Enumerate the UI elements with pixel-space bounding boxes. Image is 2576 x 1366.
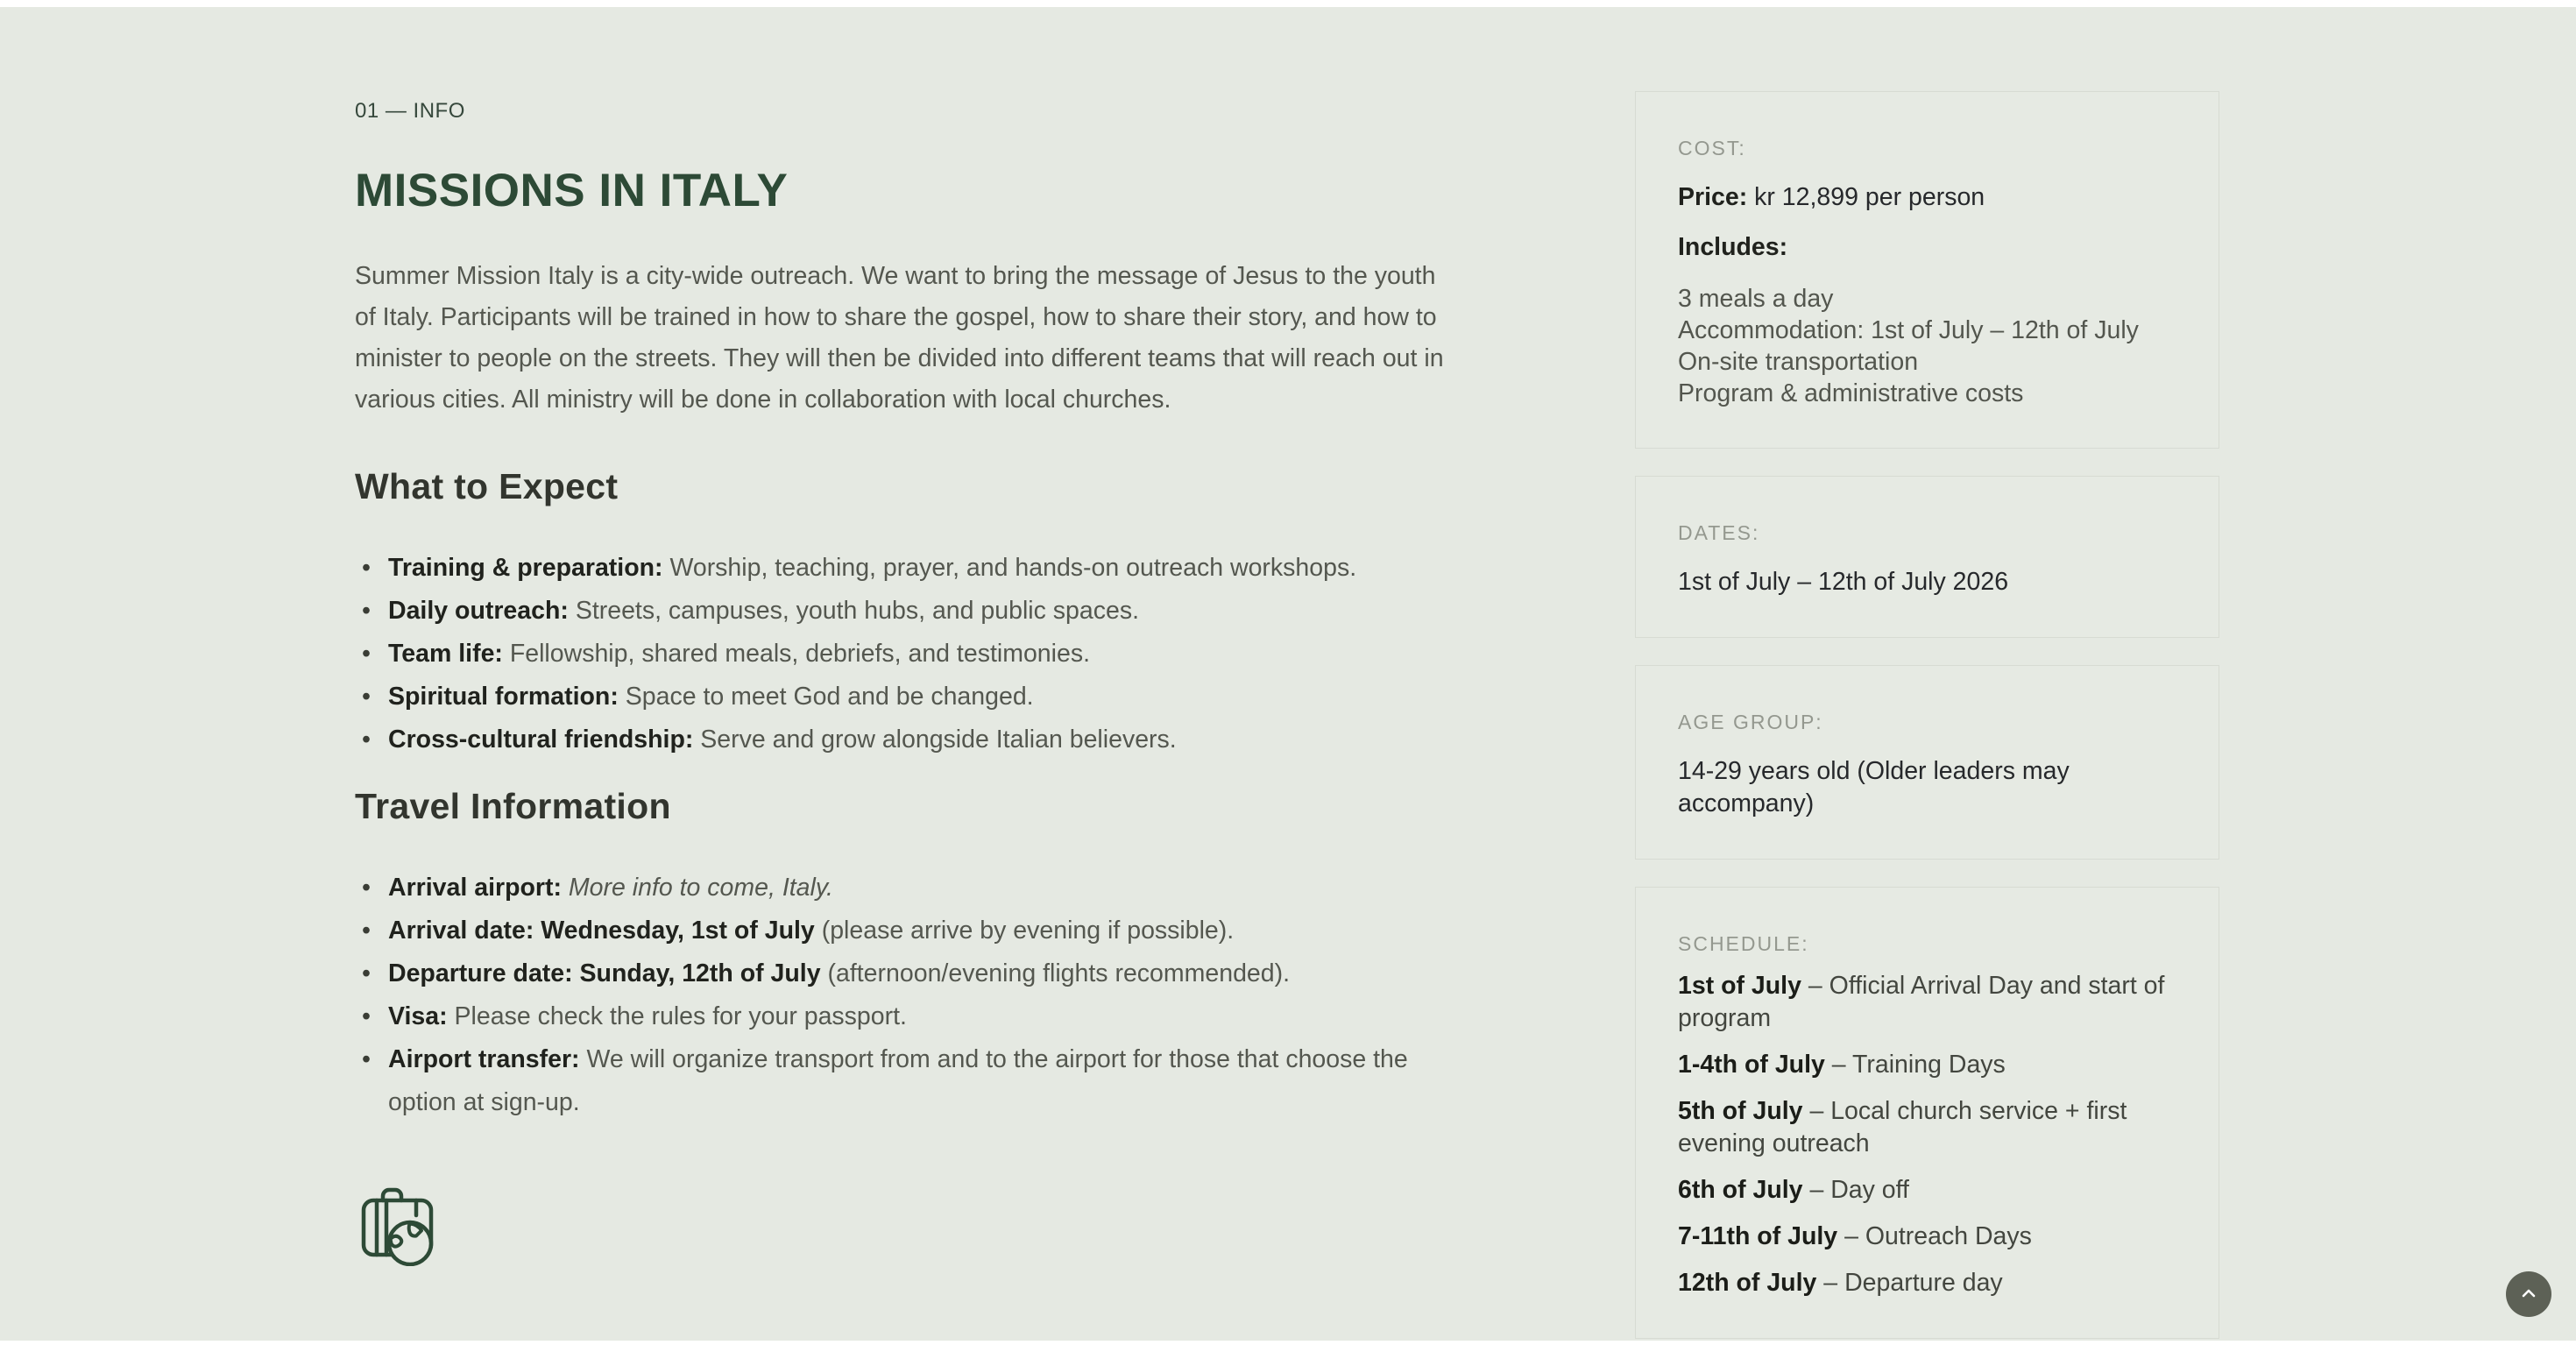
- what-to-expect-heading: What to Expect: [355, 466, 619, 506]
- dates-value: 1st of July – 12th of July 2026: [1678, 568, 2009, 596]
- schedule-desc: – Training Days: [1831, 1051, 2006, 1079]
- cost-label: COST:: [1678, 137, 1746, 159]
- expect-item: [355, 590, 1450, 633]
- travel-item-lead: Departure date: Sunday, 12th of July: [388, 959, 821, 987]
- travel-item-text: (please arrive by evening if possible).: [821, 917, 1235, 945]
- travel-item-text: More info to come, Italy.: [568, 874, 833, 902]
- expect-item: [355, 547, 1450, 590]
- main-column: [355, 91, 1450, 1366]
- schedule-entry: [1678, 970, 2176, 1035]
- includes-lead: Includes:: [1678, 233, 1788, 261]
- schedule-label: SCHEDULE:: [1678, 932, 1809, 955]
- intro-paragraph: Summer Mission Italy is a city-wide outreach. We want to bring the message of Jesus to the youth of Italy. Participants will be trained in how to share the gospel, how to share their story, and how to minister to people on the streets. They will then be divided into different teams that will reach out in various cities. All ministry will be done in collaboration with local churches.: [355, 262, 1444, 414]
- cost-card: [1635, 91, 2219, 449]
- page-top-strip: [0, 0, 2576, 7]
- includes-list: [1678, 283, 2176, 409]
- expect-item-lead: Training & preparation:: [388, 554, 663, 582]
- expect-item-text: Space to meet God and be changed.: [625, 683, 1034, 711]
- price-value: kr 12,899 per person: [1754, 183, 1985, 211]
- dates-label: DATES:: [1678, 521, 1760, 544]
- travel-item: [355, 952, 1450, 995]
- schedule-desc: – Day off: [1809, 1176, 1909, 1204]
- travel-item-lead: Arrival date: Wednesday, 1st of July: [388, 917, 815, 945]
- expect-item-lead: Daily outreach:: [388, 597, 569, 625]
- travel-item: [355, 995, 1450, 1038]
- age-group-label: AGE GROUP:: [1678, 711, 1823, 733]
- expect-item-text: Fellowship, shared meals, debriefs, and testimonies.: [509, 640, 1090, 668]
- expect-item-lead: Spiritual formation:: [388, 683, 619, 711]
- schedule-entry: [1678, 1221, 2176, 1253]
- travel-item: [355, 1038, 1450, 1124]
- luggage-globe-icon: [355, 1186, 435, 1266]
- travel-item-text: We will organize transport from and to the airport for those that choose the option at sign-up.: [388, 1045, 1408, 1116]
- schedule-date: 5th of July: [1678, 1097, 1803, 1125]
- schedule-entry: [1678, 1049, 2176, 1081]
- travel-item-lead: Airport transfer:: [388, 1045, 580, 1073]
- page-title: MISSIONS IN ITALY: [355, 165, 789, 216]
- schedule-date: 6th of July: [1678, 1176, 1803, 1204]
- age-group-value: 14-29 years old (Older leaders may accompany): [1678, 757, 2070, 817]
- section-label: 01 — INFO: [355, 99, 465, 123]
- expect-item-text: Streets, campuses, youth hubs, and public spaces.: [575, 597, 1140, 625]
- schedule-entry: [1678, 1174, 2176, 1207]
- scroll-to-top-button[interactable]: [2506, 1271, 2551, 1317]
- includes-item: On-site transportation: [1678, 348, 1919, 376]
- schedule-entry: [1678, 1095, 2176, 1160]
- schedule-date: 12th of July: [1678, 1269, 1817, 1297]
- missions-info-page: [0, 7, 2576, 1341]
- info-sidebar: [1635, 91, 2219, 1366]
- price-lead: Price:: [1678, 183, 1748, 211]
- schedule-date: 7-11th of July: [1678, 1222, 1838, 1250]
- travel-item: [355, 867, 1450, 909]
- travel-item-text: (afternoon/evening flights recommended).: [827, 959, 1291, 987]
- travel-information-list: [355, 867, 1450, 1124]
- travel-item-lead: Arrival airport:: [388, 874, 562, 902]
- includes-item: 3 meals a day: [1678, 285, 1834, 313]
- schedule-date: 1st of July: [1678, 972, 1801, 1000]
- expect-item: [355, 676, 1450, 718]
- schedule-desc: – Outreach Days: [1844, 1222, 2032, 1250]
- expect-item-text: Serve and grow alongside Italian believers.: [700, 725, 1177, 754]
- schedule-desc: – Departure day: [1823, 1269, 2003, 1297]
- travel-item-lead: Visa:: [388, 1002, 448, 1030]
- includes-item: Program & administrative costs: [1678, 379, 2024, 407]
- expect-item-text: Worship, teaching, prayer, and hands-on outreach workshops.: [669, 554, 1357, 582]
- schedule-date: 1-4th of July: [1678, 1051, 1825, 1079]
- chevron-up-icon: [2517, 1282, 2540, 1307]
- schedule-card: [1635, 887, 2219, 1339]
- travel-item-text: Please check the rules for your passport.: [454, 1002, 907, 1030]
- schedule-desc: – Official Arrival Day and start of program: [1678, 972, 2165, 1032]
- includes-item: Accommodation: 1st of July – 12th of July: [1678, 316, 2139, 344]
- what-to-expect-list: [355, 547, 1450, 761]
- schedule-entry: [1678, 1267, 2176, 1299]
- travel-item: [355, 909, 1450, 952]
- price-line: [1678, 181, 2176, 214]
- expect-item-lead: Team life:: [388, 640, 503, 668]
- travel-information-heading: Travel Information: [355, 786, 671, 826]
- content-area: [0, 7, 2576, 1366]
- expect-item: [355, 718, 1450, 761]
- dates-card: [1635, 476, 2219, 638]
- age-group-card: [1635, 665, 2219, 860]
- expect-item: [355, 633, 1450, 676]
- schedule-desc: – Local church service + first evening outreach: [1678, 1097, 2127, 1157]
- expect-item-lead: Cross-cultural friendship:: [388, 725, 694, 754]
